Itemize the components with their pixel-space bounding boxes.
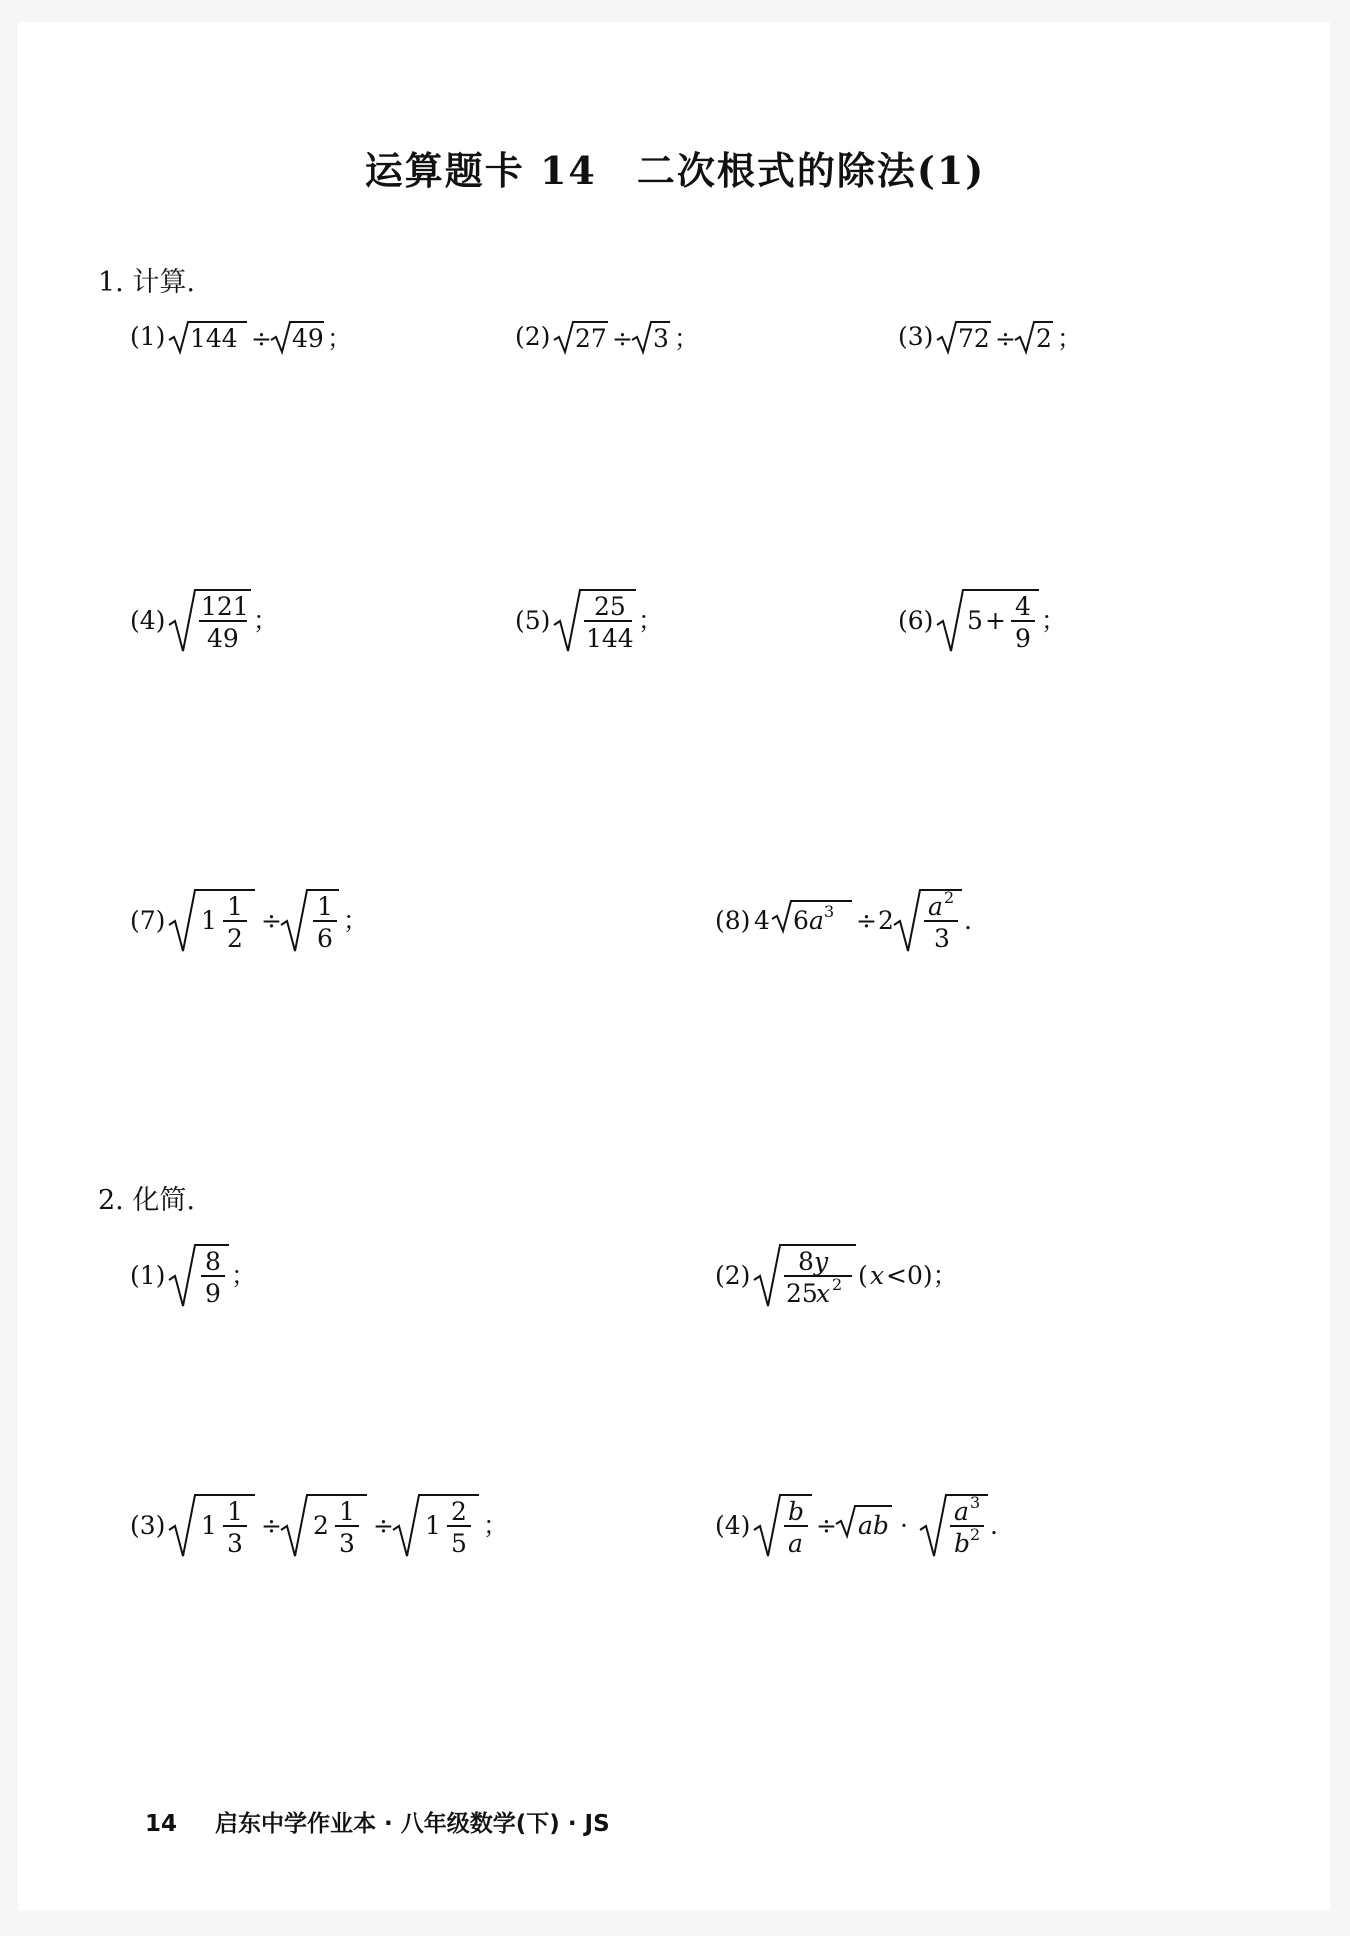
svg-text:÷: ÷: [373, 1511, 395, 1540]
math-expression: [935, 316, 1085, 356]
problem-label: (8): [715, 905, 751, 935]
svg-text:；: ；: [674, 324, 700, 353]
svg-text:2: 2: [313, 1511, 330, 1540]
svg-text:2: 2: [451, 1497, 468, 1526]
svg-text:；: ；: [327, 324, 353, 353]
svg-text:2: 2: [970, 1525, 981, 1544]
svg-text:2: 2: [878, 906, 895, 935]
math-expression: [552, 316, 702, 356]
svg-text:；: ；: [483, 1511, 509, 1540]
problem-label: (6): [898, 605, 934, 635]
svg-text:a: a: [788, 1529, 804, 1558]
svg-text:b: b: [788, 1497, 805, 1526]
svg-text:；: ；: [231, 1261, 257, 1290]
svg-text:1: 1: [227, 892, 244, 921]
svg-text:；: ；: [253, 606, 279, 635]
svg-text:2: 2: [1036, 324, 1053, 353]
svg-text:3: 3: [934, 924, 951, 953]
problem-2-1: [130, 1240, 257, 1310]
svg-text:121: 121: [201, 592, 250, 621]
problem-2-3: [130, 1490, 527, 1560]
svg-text:6: 6: [793, 906, 810, 935]
svg-text:；: ；: [1057, 324, 1083, 353]
svg-text:1: 1: [317, 892, 334, 921]
svg-text:2: 2: [832, 1275, 843, 1294]
problem-label: (3): [898, 321, 934, 351]
svg-text:49: 49: [292, 324, 325, 353]
svg-text:3: 3: [970, 1493, 981, 1512]
svg-text:2: 2: [227, 924, 244, 953]
problem-1-2: [515, 316, 702, 356]
svg-text:144: 144: [586, 624, 635, 653]
problem-label: (1): [130, 321, 166, 351]
svg-text:9: 9: [205, 1279, 222, 1308]
svg-text:4: 4: [1015, 592, 1032, 621]
svg-text:+: +: [985, 606, 1007, 635]
svg-text:.: .: [964, 906, 973, 935]
problem-label: (1): [130, 1260, 166, 1290]
svg-text:4: 4: [754, 906, 771, 935]
math-expression: [752, 1240, 982, 1310]
worksheet-page: [18, 22, 1330, 1910]
book-title: 启东中学作业本 · 八年级数学(下) · JS: [215, 1811, 610, 1837]
math-expression: [552, 585, 662, 655]
problem-label: (4): [715, 1510, 751, 1540]
svg-text:y: y: [814, 1247, 829, 1276]
svg-text:1: 1: [201, 906, 218, 935]
math-expression: [167, 1490, 527, 1560]
svg-text:÷: ÷: [251, 324, 273, 353]
problem-1-3: [898, 316, 1085, 356]
svg-text:<0)；: <0)；: [886, 1261, 959, 1290]
svg-text:·: ·: [900, 1511, 909, 1540]
svg-text:÷: ÷: [995, 324, 1017, 353]
svg-text:9: 9: [1015, 624, 1032, 653]
math-expression: [752, 1490, 1052, 1560]
svg-text:ab: ab: [858, 1511, 890, 1540]
svg-text:27: 27: [575, 324, 608, 353]
svg-text:72: 72: [958, 324, 991, 353]
svg-text:÷: ÷: [261, 906, 283, 935]
problem-label: (2): [715, 1260, 751, 1290]
page-title: 运算题卡 14 二次根式的除法(1): [364, 148, 986, 193]
svg-text:a: a: [928, 892, 944, 921]
svg-text:÷: ÷: [261, 1511, 283, 1540]
svg-text:3: 3: [653, 324, 670, 353]
svg-text:；: ；: [1041, 606, 1067, 635]
svg-text:x: x: [816, 1279, 831, 1308]
problem-1-5: [515, 585, 662, 655]
section-heading-calculate: 1. 计算.: [98, 267, 195, 298]
svg-text:8: 8: [798, 1247, 815, 1276]
svg-text:；: ；: [638, 606, 664, 635]
svg-text:2: 2: [944, 888, 955, 907]
svg-text:(: (: [858, 1261, 869, 1290]
svg-text:25: 25: [786, 1279, 819, 1308]
svg-text:1: 1: [201, 1511, 218, 1540]
svg-text:3: 3: [227, 1529, 244, 1558]
problem-2-2: [715, 1240, 982, 1310]
svg-text:a: a: [809, 906, 825, 935]
math-expression: [167, 585, 277, 655]
svg-text:3: 3: [824, 902, 835, 921]
math-expression: [167, 1240, 257, 1310]
svg-text:25: 25: [594, 592, 627, 621]
svg-text:.: .: [990, 1511, 999, 1540]
problem-1-1: [130, 316, 353, 356]
math-expression: [167, 316, 353, 356]
problem-label: (2): [515, 321, 551, 351]
problem-label: (7): [130, 905, 166, 935]
problem-label: (3): [130, 1510, 166, 1540]
svg-text:1: 1: [339, 1497, 356, 1526]
svg-text:÷: ÷: [856, 906, 878, 935]
svg-text:；: ；: [343, 906, 369, 935]
svg-text:49: 49: [207, 624, 240, 653]
page-footer: [145, 1805, 610, 1838]
math-expression: [167, 885, 387, 955]
svg-text:x: x: [870, 1261, 885, 1290]
svg-text:1: 1: [227, 1497, 244, 1526]
math-expression: [935, 585, 1065, 655]
svg-text:÷: ÷: [612, 324, 634, 353]
svg-text:b: b: [954, 1529, 971, 1558]
section-heading-simplify: 2. 化简.: [98, 1185, 195, 1216]
problem-label: (5): [515, 605, 551, 635]
problem-1-7: [130, 885, 387, 955]
problem-2-4: [715, 1490, 1052, 1560]
math-expression: [752, 885, 1022, 955]
problem-1-4: [130, 585, 277, 655]
svg-text:1: 1: [425, 1511, 442, 1540]
svg-text:5: 5: [967, 606, 984, 635]
svg-text:6: 6: [317, 924, 334, 953]
svg-text:144: 144: [190, 324, 239, 353]
problem-label: (4): [130, 605, 166, 635]
svg-text:8: 8: [205, 1247, 222, 1276]
problem-1-6: [898, 585, 1065, 655]
page-number: 14: [145, 1811, 178, 1837]
svg-text:5: 5: [451, 1529, 468, 1558]
svg-text:a: a: [954, 1497, 970, 1526]
svg-text:÷: ÷: [816, 1511, 838, 1540]
svg-text:3: 3: [339, 1529, 356, 1558]
problem-1-8: [715, 885, 1022, 955]
